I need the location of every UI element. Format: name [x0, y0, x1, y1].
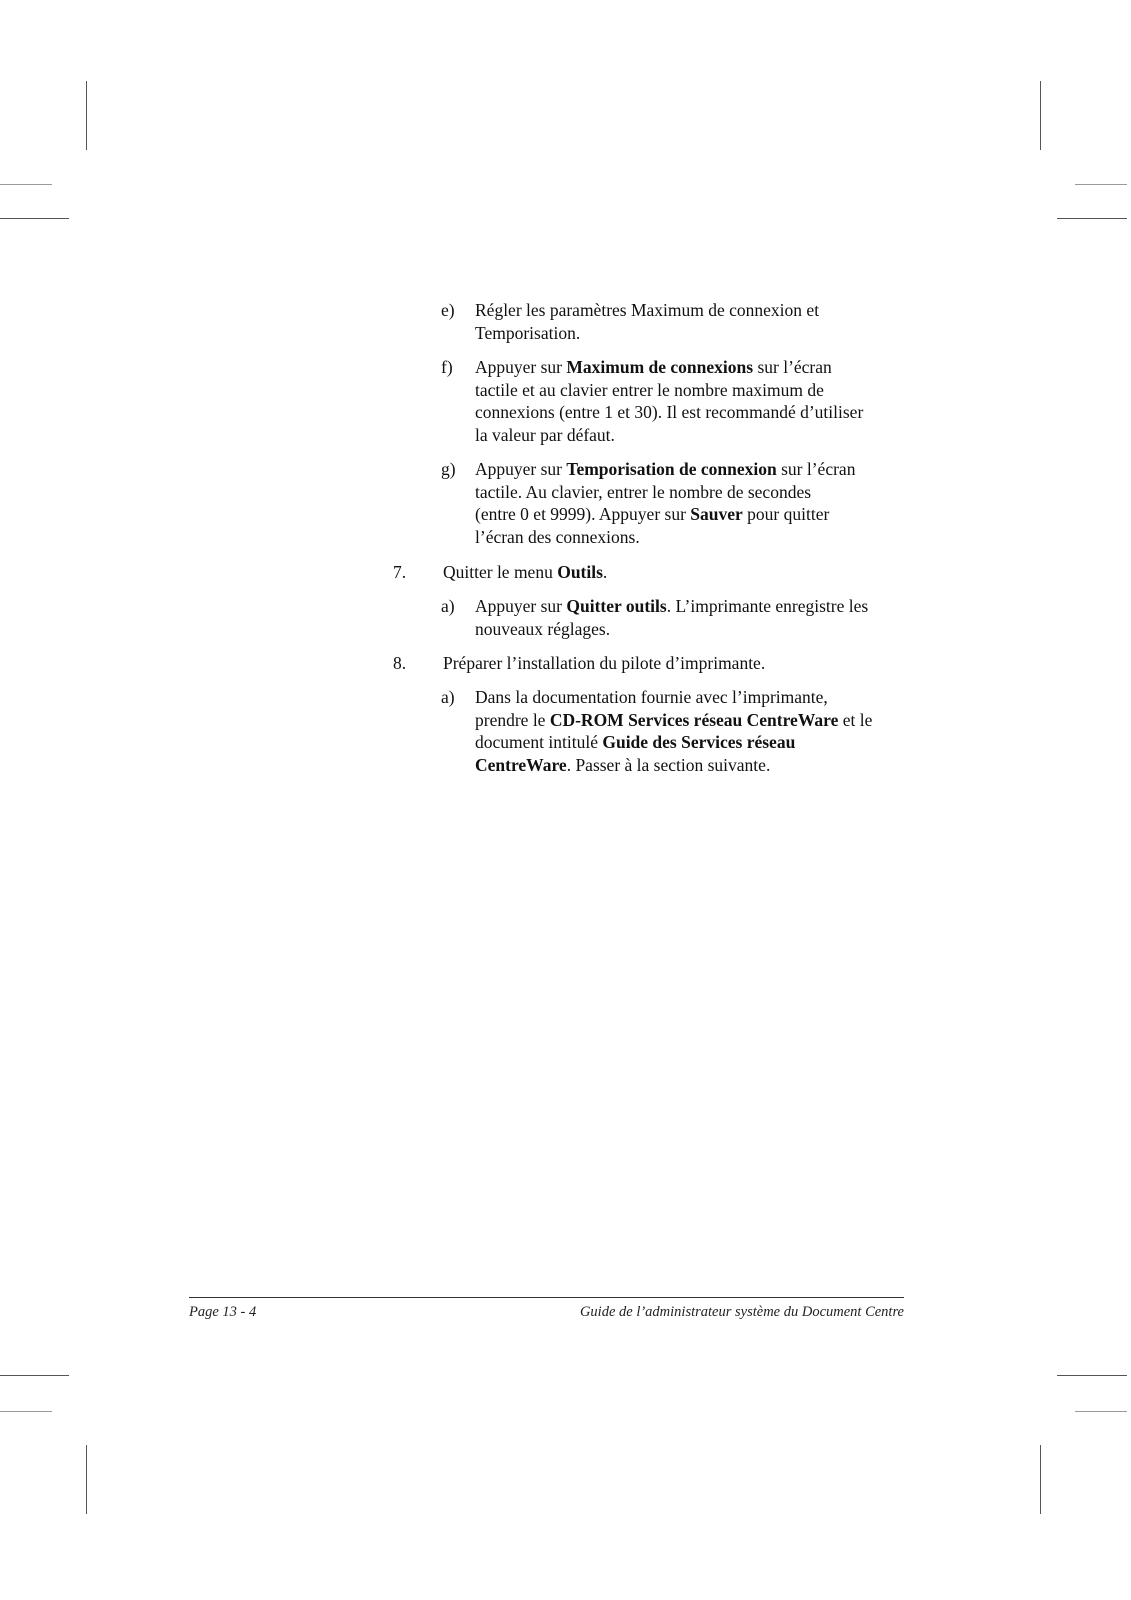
step-marker: 7.: [393, 562, 407, 582]
step-text: [475, 458, 855, 548]
crop-mark-bottom-right-short: [1075, 1411, 1127, 1412]
footer-page-label: Page 13 - 4: [189, 1304, 257, 1320]
crop-mark-bottom-left-short: [0, 1411, 52, 1412]
crop-mark-bottom-left-long: [0, 1375, 69, 1376]
text-line: Appuyer sur Maximum de connexions sur l’écran: [475, 357, 832, 377]
text-line: l’écran des connexions.: [475, 526, 640, 547]
step-marker: f): [441, 357, 453, 377]
text-line: Préparer l’installation du pilote d’imprimante.: [443, 653, 766, 673]
text-line: tactile et au clavier entrer le nombre maximum de: [475, 379, 824, 400]
step-text: [443, 652, 765, 675]
crop-mark-top-right-long: [1057, 218, 1127, 219]
text-line: Dans la documentation fournie avec l’imprimante,: [475, 687, 828, 707]
text-line: Régler les paramètres Maximum de connexion et: [475, 300, 820, 320]
crop-mark-bottom-right-long: [1057, 1375, 1127, 1376]
text-line: Temporisation.: [475, 322, 581, 343]
text-line: nouveaux réglages.: [475, 618, 611, 639]
text-line: Quitter le menu Outils.: [443, 562, 608, 582]
text-line: la valeur par défaut.: [475, 424, 615, 445]
crop-mark-top-right-vertical: [1040, 81, 1041, 150]
crop-mark-bottom-right-vertical: [1040, 1445, 1041, 1514]
step-text: [443, 561, 607, 584]
step-marker: g): [441, 459, 456, 479]
text-line: prendre le CD-ROM Services réseau CentreWare et le: [475, 709, 873, 730]
crop-mark-top-left-short: [0, 184, 52, 185]
text-line: (entre 0 et 9999). Appuyer sur Sauver pour quitter: [475, 504, 830, 524]
step-marker: e): [441, 300, 455, 320]
footer-rule: [189, 1297, 904, 1298]
step-marker: a): [441, 596, 455, 616]
text-line: document intitulé Guide des Services réseau: [475, 732, 796, 752]
text-line: tactile. Au clavier, entrer le nombre de secondes: [475, 481, 812, 502]
step-text: [475, 356, 863, 446]
step-text: [475, 686, 872, 776]
step-text: [475, 595, 868, 640]
crop-mark-top-right-short: [1075, 184, 1127, 185]
step-text: [475, 299, 819, 344]
text-line: CentreWare. Passer à la section suivante.: [475, 754, 771, 775]
footer-guide-title: Guide de l’administrateur système du Document Centre: [579, 1304, 904, 1320]
step-marker: a): [441, 687, 455, 707]
crop-mark-bottom-left-vertical: [86, 1445, 87, 1514]
text-line: connexions (entre 1 et 30). Il est recommandé d’utiliser: [475, 402, 864, 422]
crop-mark-top-left-vertical: [86, 81, 87, 150]
crop-mark-top-left-long: [0, 218, 69, 219]
text-line: Appuyer sur Quitter outils. L’imprimante enregistre les: [475, 596, 869, 616]
text-line: Appuyer sur Temporisation de connexion sur l’écran: [475, 459, 856, 479]
step-marker: 8.: [393, 653, 407, 673]
